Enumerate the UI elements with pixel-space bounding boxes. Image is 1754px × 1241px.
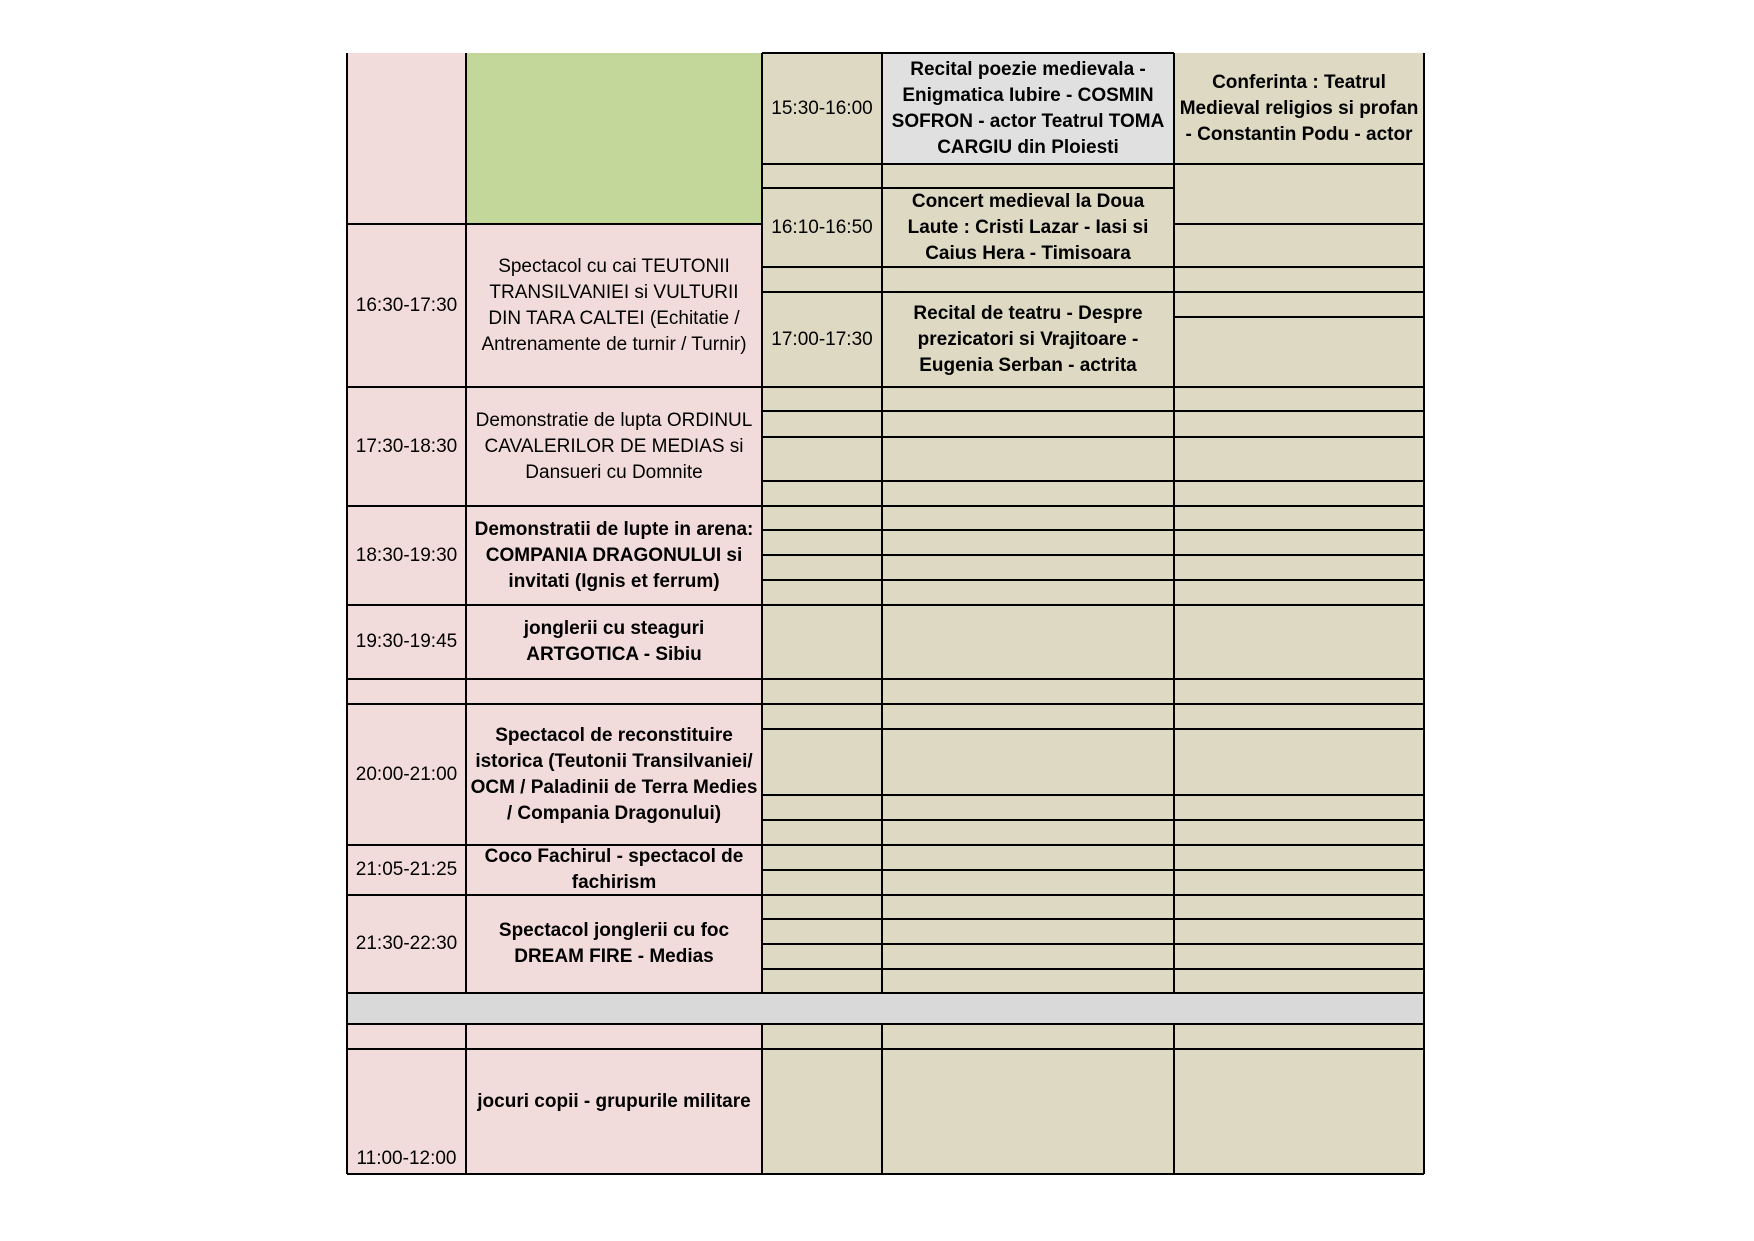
stage-time: 17:00-17:30 <box>762 292 882 387</box>
stage-event-filler <box>882 164 1174 188</box>
time-cell: 20:00-21:00 <box>347 704 466 845</box>
stage-event-filler <box>882 267 1174 292</box>
stage-time-filler <box>762 1024 882 1174</box>
day-separator <box>347 993 1424 1024</box>
stage-event-filler <box>882 1024 1174 1174</box>
arena-event: jonglerii cu steaguri ARTGOTICA - Sibiu <box>466 605 762 679</box>
time-cell: 16:30-17:30 <box>347 224 466 387</box>
arena-event: Spectacol cu cai TEUTONII TRANSILVANIEI si VULTURII DIN TARA CALTEI (Echitatie / Antrenamente de turnir / Turnir) <box>466 224 762 387</box>
time-cell: 21:30-22:30 <box>347 895 466 993</box>
time-cell-empty <box>347 1024 466 1049</box>
arena-event-empty <box>466 1024 762 1049</box>
time-cell: 19:30-19:45 <box>347 605 466 679</box>
arena-event: Demonstratie de lupta ORDINUL CAVALERILOR DE MEDIAS si Dansueri cu Domnite <box>466 387 762 506</box>
time-cell: 11:00-12:00 <box>347 1049 466 1174</box>
stage-event: Recital poezie medievala - Enigmatica Iubire - COSMIN SOFRON - actor Teatrul TOMA CARGIU din Ploiesti <box>882 53 1174 164</box>
green-block <box>466 53 762 224</box>
stage-time-filler <box>762 387 882 993</box>
stage-event-filler <box>882 387 1174 993</box>
arena-event: jocuri copii - grupurile militare <box>466 1049 762 1174</box>
arena-event: Spectacol de reconstituire istorica (Teutonii Transilvaniei/ OCM / Paladinii de Terra Medies / Compania Dragonului) <box>466 704 762 845</box>
stage-time-filler <box>762 164 882 188</box>
time-cell: 21:05-21:25 <box>347 845 466 895</box>
arena-event-empty <box>466 679 762 704</box>
conference-event: Conferinta : Teatrul Medieval religios si profan - Constantin Podu - actor <box>1174 53 1424 164</box>
arena-event: Demonstratii de lupte in arena: COMPANIA DRAGONULUI si invitati (Ignis et ferrum) <box>466 506 762 605</box>
stage-event: Recital de teatru - Despre prezicatori si Vrajitoare - Eugenia Serban - actrita <box>882 292 1174 387</box>
time-cell-empty <box>347 53 466 224</box>
stage-event: Concert medieval la Doua Laute : Cristi Lazar - Iasi si Caius Hera - Timisoara <box>882 188 1174 267</box>
stage-time-filler <box>762 267 882 292</box>
arena-event: Coco Fachirul - spectacol de fachirism <box>466 845 762 895</box>
arena-event: Spectacol jonglerii cu foc DREAM FIRE - Medias <box>466 895 762 993</box>
time-cell: 18:30-19:30 <box>347 506 466 605</box>
time-cell: 17:30-18:30 <box>347 387 466 506</box>
stage-time: 16:10-16:50 <box>762 188 882 267</box>
time-cell-empty <box>347 679 466 704</box>
stage-time: 15:30-16:00 <box>762 53 882 164</box>
conference-filler <box>1174 164 1424 993</box>
conference-filler <box>1174 1024 1424 1174</box>
